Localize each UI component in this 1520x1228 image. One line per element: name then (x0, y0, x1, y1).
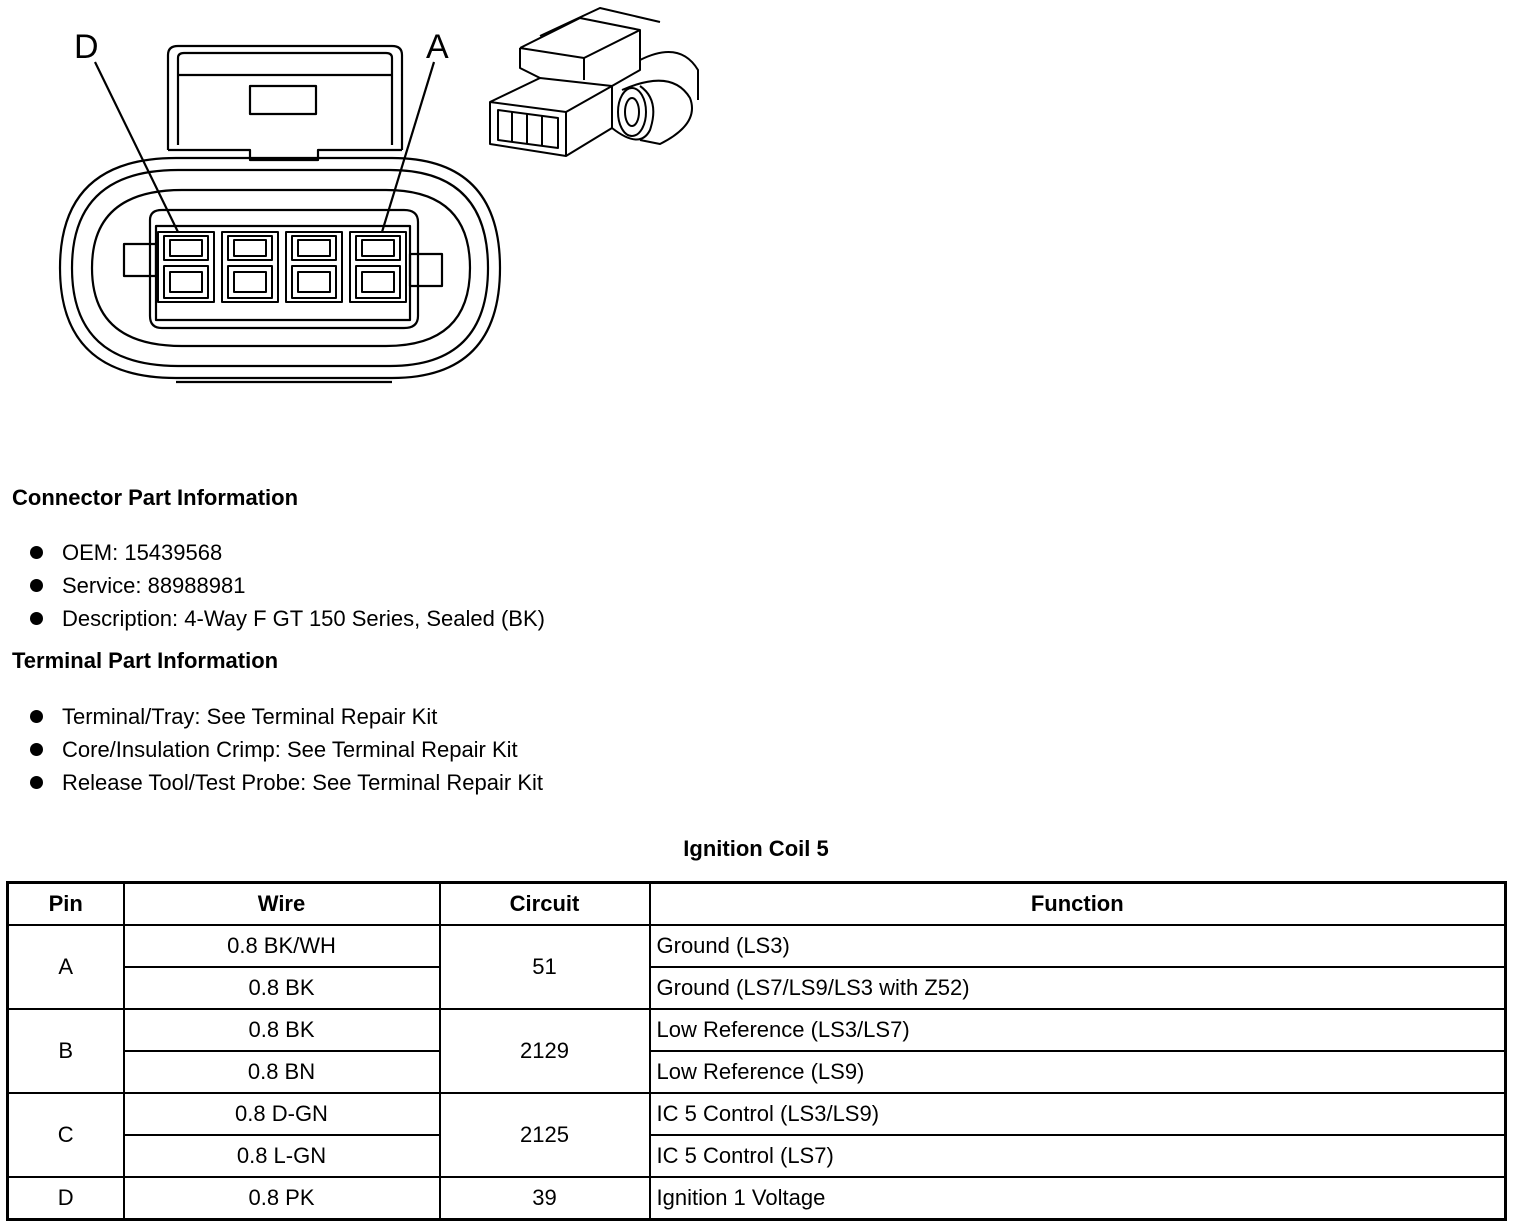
list-item: Release Tool/Test Probe: See Terminal Repair Kit (30, 766, 543, 799)
list-item: OEM: 15439568 (30, 536, 545, 569)
pin-callout-a: A (426, 28, 449, 66)
bullet-icon (30, 612, 43, 625)
pin-cell: B (8, 1009, 124, 1093)
bullet-icon (30, 776, 43, 789)
function-cell: Ground (LS7/LS9/LS3 with Z52) (650, 967, 1506, 1009)
wire-cell: 0.8 BK (124, 967, 440, 1009)
connector-info-title: Connector Part Information (12, 485, 299, 510)
table-header-row (8, 883, 1506, 926)
wire-cell: 0.8 BK/WH (124, 925, 440, 967)
wire-cell: 0.8 BN (124, 1051, 440, 1093)
circuit-cell: 2125 (440, 1093, 650, 1177)
pin-cell: A (8, 925, 124, 1009)
terminal-info-title: Terminal Part Information (12, 648, 279, 673)
circuit-cell: 2129 (440, 1009, 650, 1093)
wire-cell: 0.8 PK (124, 1177, 440, 1220)
connector-diagram (0, 0, 720, 400)
table-row (8, 1177, 1506, 1220)
wire-cell: 0.8 BK (124, 1009, 440, 1051)
list-item: Terminal/Tray: See Terminal Repair Kit (30, 700, 543, 733)
table-row (8, 967, 1506, 1009)
pin-cell: C (8, 1093, 124, 1177)
list-item: Service: 88988981 (30, 569, 545, 602)
function-cell: Ground (LS3) (650, 925, 1506, 967)
function-cell: Low Reference (LS3/LS7) (650, 1009, 1506, 1051)
bullet-icon (30, 743, 43, 756)
column-header-function: Function (650, 883, 1506, 926)
list-item: Core/Insulation Crimp: See Terminal Repair Kit (30, 733, 543, 766)
table-row (8, 1135, 1506, 1177)
list-item: Description: 4-Way F GT 150 Series, Sealed (BK) (30, 602, 545, 635)
wire-cell: 0.8 L-GN (124, 1135, 440, 1177)
table-title: Ignition Coil 5 (683, 836, 829, 861)
pin-cell: D (8, 1177, 124, 1220)
table-row (8, 1009, 1506, 1051)
function-cell: IC 5 Control (LS7) (650, 1135, 1506, 1177)
function-cell: Ignition 1 Voltage (650, 1177, 1506, 1220)
column-header-circuit: Circuit (440, 883, 650, 926)
bullet-icon (30, 579, 43, 592)
function-cell: Low Reference (LS9) (650, 1051, 1506, 1093)
bullet-icon (30, 710, 43, 723)
function-cell: IC 5 Control (LS3/LS9) (650, 1093, 1506, 1135)
table-row (8, 1093, 1506, 1135)
pin-callout-d: D (74, 28, 99, 66)
table-row (8, 925, 1506, 967)
circuit-cell: 39 (440, 1177, 650, 1220)
column-header-pin: Pin (8, 883, 124, 926)
table-row (8, 1051, 1506, 1093)
connector-face-drawing (0, 0, 720, 400)
circuit-cell: 51 (440, 925, 650, 1009)
terminal-info-list (30, 700, 543, 799)
pinout-table (6, 881, 1507, 1221)
column-header-wire: Wire (124, 883, 440, 926)
bullet-icon (30, 546, 43, 559)
wire-cell: 0.8 D-GN (124, 1093, 440, 1135)
connector-info-list (30, 536, 545, 635)
